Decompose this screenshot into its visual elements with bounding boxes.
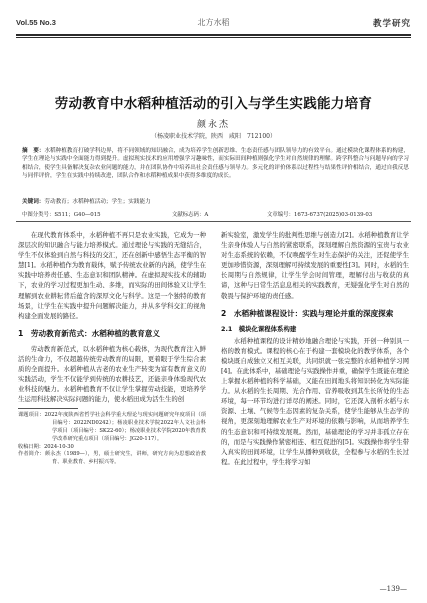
abstract-label: 摘 要： [22,148,45,154]
running-header [16,18,411,30]
volume-issue: Vol.55 No.3 [16,18,56,27]
intro-paragraph: 在现代教育体系中，水稻种植不再只是农业实践，它成为一种深层次的知识融合与能力培养模式。通过理论与实践的无缝结合，学生不仅体验到自然与科技的交汇，还在创新中感悟生态平衡的智慧[1]。水稻种植作为教育载体，赋予传统农业新的内涵，使学生在实践中培养责任感、生态意识和团队精神。在虚拟现实技术的辅助下，农业的学习过程更加生动、多维，而实际的田间体验又让学生理解到农业耕耘背后蕴含的深厚文化与科学。这是一个独特的教育场景，让学生在实践中提升问题解决能力，并从多学科交汇的视角构建全面发展的路径。 [18,231,206,320]
continued-paragraph: 新实验室，激发学生的批判性思维与创造力[2]。水稻种植教育让学生亲身体验人与自然的紧密联系，深刻理解自然资源的宝贵与农业对生态系统的依赖，不仅唤醒学生对生态保护的关注，还促使学生更加珍惜资源，深刻理解可持续发展的重要性[3]。同时，水稻的生长周期与自然规律，让学生学会时间管理，理解付出与收获的真谛，这种与日常生活息息相关的实践教育，无疑强化学生对自然的敬畏与保护环境的责任感。 [221,231,409,300]
abstract [22,147,409,181]
footnotes [18,412,206,467]
abstract-text: 水稻种植教育打破学科边界，将不同领域的知识融合，成为培养学生创新思维、生态责任感与团队领导力的有效平台。通过模块化课程体系的构建，学生在理论与实践中全面能力得到提升。虚拟现实技术的应用增强学习趣味性，而实际田间种植则强化学生对自然规律的理解。跨学科整合与问题导向的学习相结合，使学生具备解决复杂农业问题的能力，并在团队协作中培养出社会责任感与领导力。多元化的评价体系以过程性与结果性评价相结合，通过自我反思与同伴评价，学生在实践中持续改进，团队合作和水稻种植成果中获得多维度的成长。 [22,148,409,180]
keywords-text: 劳动教育；水稻种植活动；学生；实践能力 [44,199,151,205]
page-number: —139— [379,585,407,593]
journal-name: 北方水稻 [197,18,230,27]
article-title: 劳动教育中水稻种植活动的引入与学生实践能力培育 [54,96,373,112]
header-rule-thin [16,37,411,38]
footnote-received: 收稿日期：2024-10-30 [18,443,74,450]
footnote-project: 课题项目：2022年度陕西省哲学社会科学重大理论与现实问题研究年度项目（项目编号：2022ND0242）；杨凌职业技术学院2022年人文社会科学项目（项目编号：SK22-60）；杨凌职业技术学院2020年教育教学改革研究重点项目（项目编号：JG20-117）。 [18,412,206,442]
article-number: 文章编号：1673-6737(2025)03-0139-03 [267,212,373,218]
section-2-1-paragraph: 水稻种植课程的设计精妙地融合理论与实践，开创一种别具一格的教育模式。课程的核心在于构建一套模块化的教学体系，各个模块既自成独立又相互关联，共同织就一张完整的水稻种植学习网[4]。在此体系中，基础理论与实践操作并重，确保学生既能在理论上掌握水稻种植的科学基础，又能在田间地头将知识转化为实际能力。从水稻的生长周期、光合作用、营养吸收到其生长所处的生态环境，每一环节均进行详尽的阐述。同时，它还深入剖析水稻与水资源、土壤、气候等生态因素的复杂关系，使学生能够从生态学的视角，更深刻地理解农业生产对环境的依赖与影响，从而培养学生的生态意识和可持续发展观。然而，基础理论的学习并非孤立存在的，而是与实践操作紧密相连、相互促进的[5]。实践操作将学生带入真实的田间环境，让学生从播种到收获，全程参与水稻的生长过程。在此过程中，学生将学习如 [221,336,409,466]
section-2-1-heading: 2.1 模块化课程体系构建 [221,324,297,333]
section-2-heading: 2 水稻种植课程设计：实践与理论并重的深度探索 [221,308,394,318]
section-1-heading: 1 劳动教育新范式：水稻种植的教育意义 [18,328,160,338]
classification-line [22,210,409,218]
author-affiliation: （杨凌职业技术学院，陕西 咸阳 712100） [151,133,276,140]
clc-number: 中图分类号：S511；G40—015 [22,212,101,218]
keywords [22,197,409,205]
header-rule [16,34,411,36]
footnote-rule [18,408,78,409]
section-1-paragraph: 劳动教育新范式，以水稻种植为核心载体，为现代教育注入鲜活的生命力，不仅超越传统劳动教育的局限，更着眼于学生综合素质的全面提升。水稻种植从古老的农业生产转变为富有教育意义的实践活动，学生不仅能学到传统的农耕技艺，还能亲身体验现代农业科技的魅力。水稻种植教育不仅让学生掌握劳动技能，更培养学生运用科技解决实际问题的能力，使水稻田成为活生生的创 [18,344,206,404]
left-column [18,230,206,467]
keywords-label: 关键词： [22,199,45,205]
author-name: 颜永杰 [196,120,230,130]
classification-rule [16,221,411,222]
doc-code: 文献标志码：A [172,212,209,218]
footnote-author: 作者简介：颜永杰（1989—），男，硕士研究生，讲师，研究方向为思想政治教育、职业教育、乡村振兴等。 [18,451,206,466]
column-name: 教学研究 [372,18,411,28]
right-column [221,230,409,467]
